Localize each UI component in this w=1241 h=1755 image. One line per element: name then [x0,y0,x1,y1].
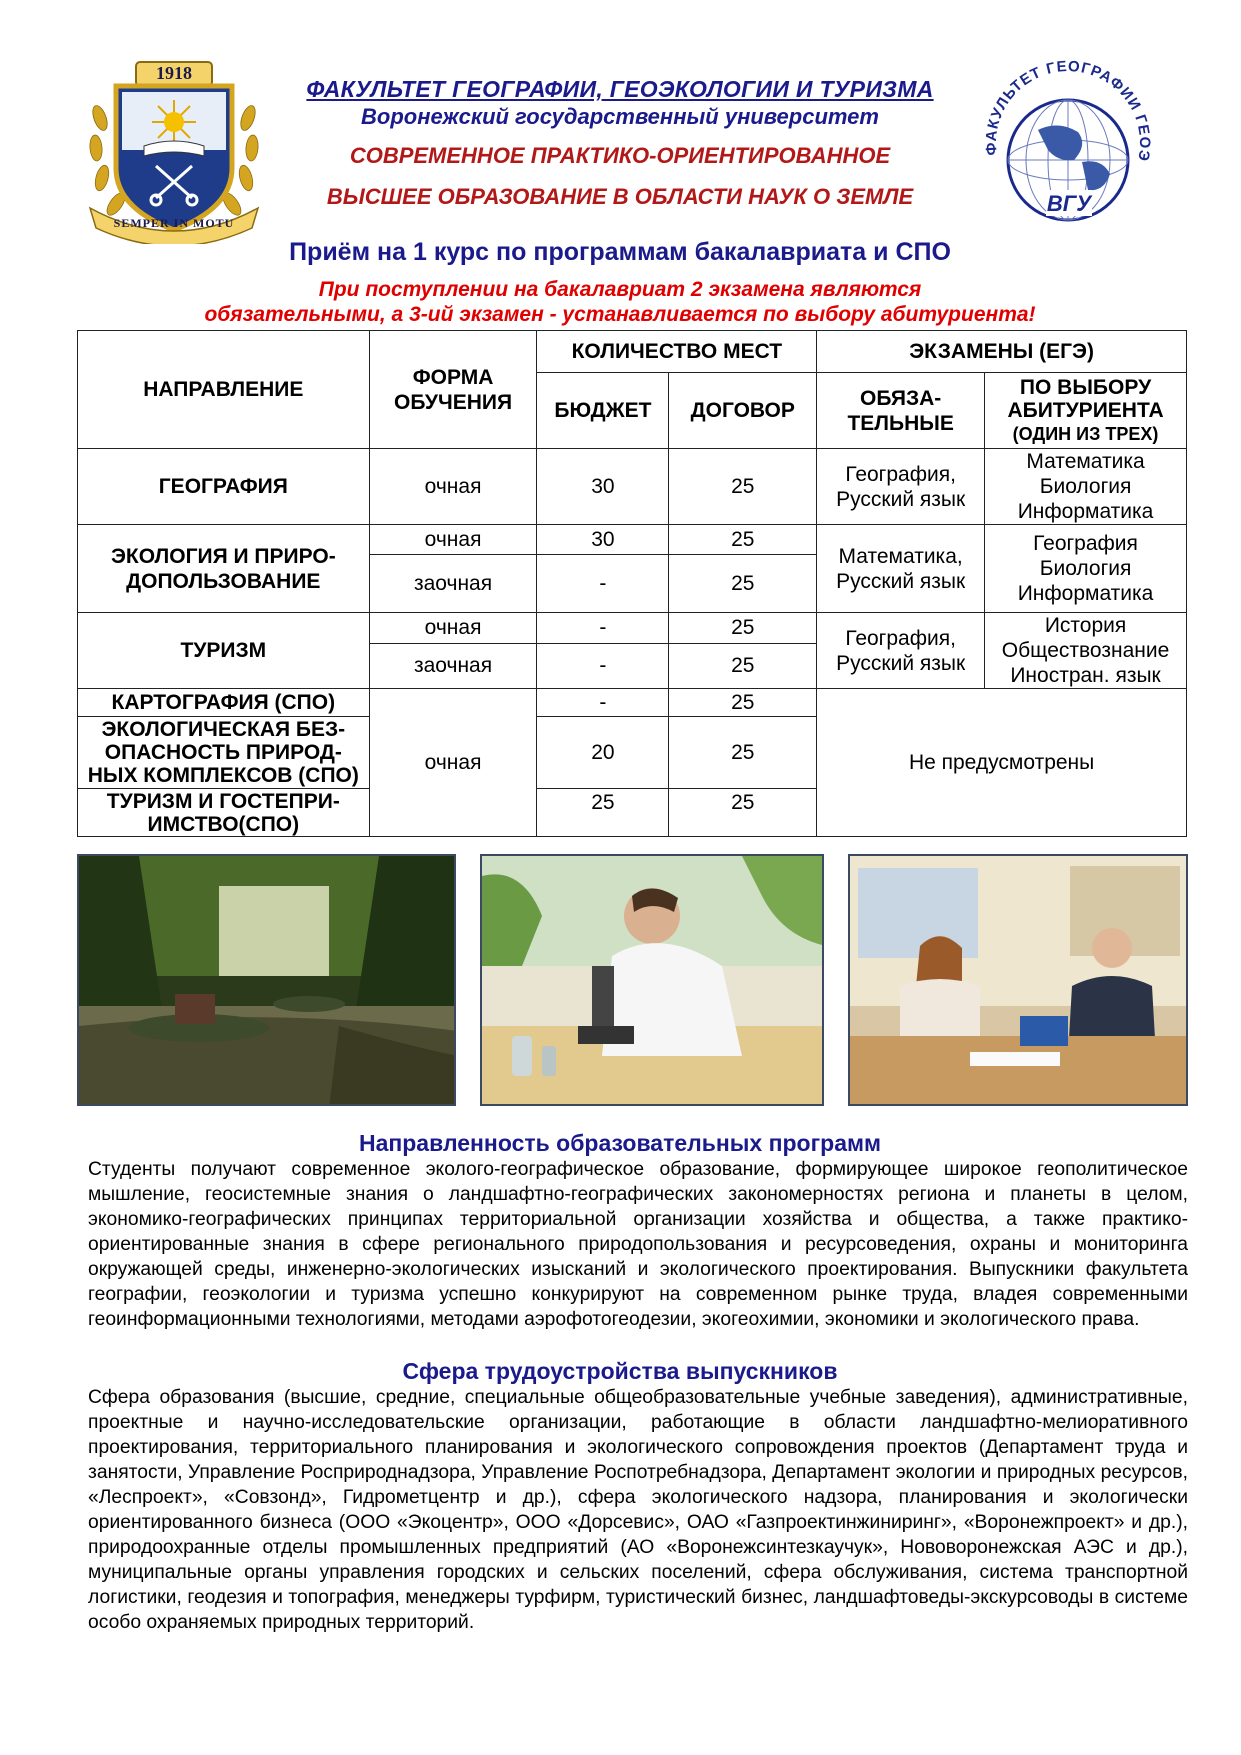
form-cell: очная [369,689,537,837]
table-row [78,525,1187,555]
form-cell: очная [369,613,537,644]
form-cell: заочная [369,644,537,689]
photo-microscope-student [480,854,824,1106]
mandatory-exams-cell: География, Русский язык [817,613,985,689]
contract-cell: 25 [669,717,817,789]
contract-cell: 25 [669,689,817,717]
header-mandatory: ОБЯЗА- ТЕЛЬНЫЕ [817,373,985,449]
emblem-motto: SEMPER IN MOTU [113,216,235,230]
choice-exams-cell: История Обществознание Иностран. язык [985,613,1187,689]
logo-ring-text: ФАКУЛЬТЕТ ГЕОГРАФИИ ГЕОЭ [982,57,1154,164]
budget-cell: 30 [537,525,669,555]
table-row [78,613,1187,644]
choice-exams-cell: Математика Биология Информатика [985,449,1187,525]
contract-cell: 25 [669,449,817,525]
university-name: Воронежский государственный университет [361,104,879,129]
direction-tourism: ТУРИЗМ [78,613,370,689]
admission-note-line-2: обязательными, а 3-ий экзамен - устанавливается по выбору абитуриента! [204,303,1036,326]
section-programs-title: Направленность образовательных программ [358,1130,882,1156]
exams-not-required: Не предусмотрены [817,689,1187,837]
faculty-title: ФАКУЛЬТЕТ ГЕОГРАФИИ, ГЕОЭКОЛОГИИ И ТУРИЗМА [306,76,934,102]
admission-note-line-1: При поступлении на бакалавриат 2 экзамена являются [318,278,922,301]
contract-cell: 25 [669,644,817,689]
direction-ecosafety: ЭКОЛОГИЧЕСКАЯ БЕЗ- ОПАСНОСТЬ ПРИРОД- НЫХ КОМПЛЕКСОВ (СПО) [78,717,370,789]
form-cell: заочная [369,555,537,613]
photo-exam-classroom [848,854,1188,1106]
photo-forest-boats [77,854,456,1106]
form-cell: очная [369,449,537,525]
header-form: ФОРМА ОБУЧЕНИЯ [369,331,537,449]
direction-ecology: ЭКОЛОГИЯ И ПРИРО- ДОПОЛЬЗОВАНИЕ [78,525,370,613]
mandatory-exams-cell: География, Русский язык [817,449,985,525]
contract-cell: 25 [669,613,817,644]
table-row [78,449,1187,525]
mandatory-exams-cell: Математика, Русский язык [817,525,985,613]
header-choice: ПО ВЫБОРУ АБИТУРИЕНТА (ОДИН ИЗ ТРЕХ) [985,373,1187,449]
budget-cell: 25 [537,789,669,837]
slogan-line-1: СОВРЕМЕННОЕ ПРАКТИКО-ОРИЕНТИРОВАННОЕ [349,143,891,168]
direction-geography: ГЕОГРАФИЯ [78,449,370,525]
emblem-year: 1918 [156,63,192,83]
header-contract: ДОГОВОР [669,373,817,449]
admission-title: Приём на 1 курс по программам бакалавриата и СПО [289,238,951,266]
budget-cell: - [537,689,669,717]
budget-cell: 20 [537,717,669,789]
direction-hospitality: ТУРИЗМ И ГОСТЕПРИ- ИМСТВО(СПО) [78,789,370,837]
faculty-logo [978,50,1158,250]
slogan-line-2: ВЫСШЕЕ ОБРАЗОВАНИЕ В ОБЛАСТИ НАУК О ЗЕМЛЕ [326,184,914,209]
contract-cell: 25 [669,555,817,613]
header-places: КОЛИЧЕСТВО МЕСТ [537,331,817,373]
contract-cell: 25 [669,789,817,837]
header-budget: БЮДЖЕТ [537,373,669,449]
choice-exams-cell: География Биология Информатика [985,525,1187,613]
direction-cartography: КАРТОГРАФИЯ (СПО) [78,689,370,717]
form-cell: очная [369,525,537,555]
budget-cell: - [537,555,669,613]
budget-cell: 30 [537,449,669,525]
header-exams: ЭКЗАМЕНЫ (ЕГЭ) [817,331,1187,373]
section-employment-title: Сфера трудоустройства выпускников [402,1358,838,1384]
university-emblem [86,58,262,244]
contract-cell: 25 [669,525,817,555]
admission-table [77,330,1187,837]
section-employment-text: Сфера образования (высшие, средние, специальные общеобразовательные учебные заведения), административные, проектные и научно-исследовательские организации, работающие в области ландшафтно-мелиоративного проектирования, территориального планирования и экологического сопровождения проектов (Департамент труда и занятости, Управление Росприроднадзора, Управление Роспотребнадзора, Департамент экологии и природных ресурсов, «Леспроект», «Совзонд», Гидрометцентр и др.), сфера экологического надзора, планирования и экологически ориентированного бизнеса (ООО «Экоцентр», ООО «Дорсевис», ОАО «Газпроектинжиниринг», «Воронежпроект» и др.), природоохранные отделы промышленных предприятий (АО «Воронежсинтезкаучук», Нововоронежская АЭС и др.), муниципальные органы управления городских и сельских поселений, сфера обслуживания, система транспортной логистики, геодезия и топография, менеджеры турфирм, туристический бизнес, ландшафтоведы-экскурсоводы в системе особо охраняемых природных территорий. [88,1387,1188,1633]
header-direction: НАПРАВЛЕНИЕ [78,331,370,449]
budget-cell: - [537,613,669,644]
section-programs-text: Студенты получают современное эколого-географическое образование, формирующее широкое геополитическое мышление, геосистемные знания о ландшафтно-географических закономерностях региона и планеты в целом, экономико-географических принципах территориальной организации хозяйства и общества, а также практико-ориентированные знания в сфере регионального природопользования и ресурсоведения, охраны и мониторинга окружающей среды, инженерно-экологических изысканий и экологического проектирования. Выпускники факультета географии, геоэкологии и туризма успешно конкурируют на современном рынке труда, владея современными геоинформационными технологиями, методами аэрофотогеодезии, экогеохимии, экономики и экологического права. [88,1159,1188,1330]
logo-abbr: ВГУ [1046,191,1092,216]
table-row [78,689,1187,717]
budget-cell: - [537,644,669,689]
